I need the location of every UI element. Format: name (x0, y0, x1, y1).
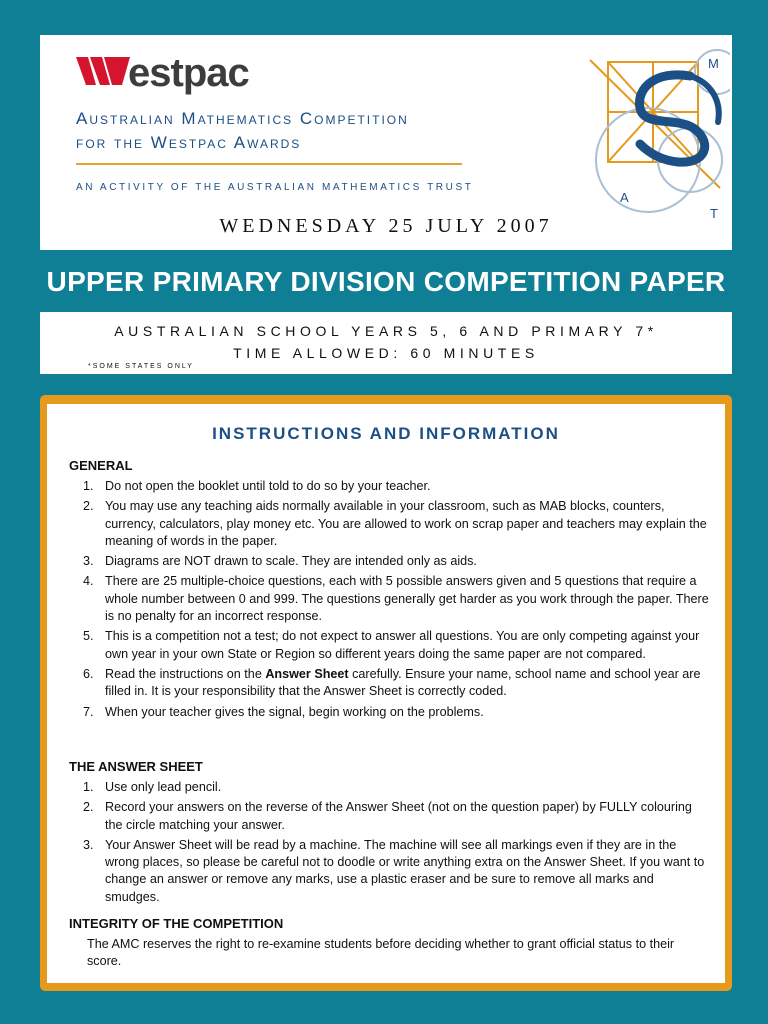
general-section (69, 458, 709, 724)
list-item (69, 799, 709, 834)
item-text: Diagrams are NOT drawn to scale. They are intended only as aids. (105, 554, 477, 569)
item-text: When your teacher gives the signal, begin working on the problems. (105, 704, 484, 719)
item-text: Use only lead pencil. (105, 780, 222, 794)
divider (76, 163, 462, 165)
list-item (69, 498, 709, 550)
division-title-band (40, 252, 732, 312)
item-text-pre: Read the instructions on the (105, 666, 266, 681)
answer-sheet-heading: THE ANSWER SHEET (69, 759, 203, 774)
integrity-section (69, 916, 709, 971)
instructions-title: INSTRUCTIONS AND INFORMATION (212, 424, 560, 443)
amt-logo-icon (560, 40, 730, 220)
item-text: You may use any teaching aids normally available in your classroom, such as MAB blocks, counters, currency, calculators, play money etc. You are allowed to work on scrap paper and teachers may explain the meaning of words in the paper. (105, 499, 707, 548)
amt-letter-m: M (708, 56, 719, 71)
school-years: AUSTRALIAN SCHOOL YEARS 5, 6 AND PRIMARY 7* (114, 323, 658, 339)
amt-letter-t: T (710, 206, 718, 220)
westpac-w-icon (74, 55, 134, 89)
item-text: There are 25 multiple-choice questions, each with 5 possible answers given and 5 questions that require a whole number between 0 and 999. The questions generally get harder as you work through the paper. There is no penalty for an incorrect response. (105, 574, 709, 624)
instructions-panel (47, 404, 725, 983)
instructions-box (40, 395, 732, 991)
item-number: 1. (83, 479, 94, 493)
item-number: 7. (83, 704, 94, 719)
exam-date: WEDNESDAY 25 JULY 2007 (219, 215, 553, 237)
competition-subtitle: for the Westpac Awards (76, 133, 302, 152)
item-text-post: carefully. Ensure your name, school name and school year are filled in. It is your responsibility that the Answer Sheet is correctly coded. (105, 666, 701, 699)
list-item (69, 573, 709, 625)
trust-line: AN ACTIVITY OF THE AUSTRALIAN MATHEMATICS TRUST (76, 182, 474, 193)
item-number: 5. (83, 629, 94, 644)
competition-name: Australian Mathematics Competition (76, 109, 409, 128)
item-text: Do not open the booklet until told to do so by your teacher. (105, 479, 431, 493)
list-item (69, 628, 709, 663)
division-title: UPPER PRIMARY DIVISION COMPETITION PAPER (46, 266, 726, 297)
list-item (69, 837, 709, 906)
header-panel (40, 35, 732, 250)
general-list (69, 478, 709, 721)
item-number: 2. (83, 800, 94, 815)
item-number: 3. (83, 837, 94, 852)
list-item (69, 666, 709, 701)
westpac-logo (74, 53, 314, 97)
item-text: Record your answers on the reverse of the Answer Sheet (not on the question paper) by FULLY colouring the circle matching your answer. (105, 800, 692, 832)
westpac-wordmark: estpac (128, 51, 249, 95)
answer-sheet-section (69, 759, 709, 909)
list-item (69, 704, 709, 721)
list-item (69, 553, 709, 570)
list-item (69, 478, 709, 495)
item-number: 3. (83, 554, 94, 569)
integrity-heading: INTEGRITY OF THE COMPETITION (69, 916, 284, 931)
answer-sheet-emphasis: Answer Sheet (265, 666, 349, 681)
list-item (69, 779, 709, 796)
answer-sheet-list (69, 779, 709, 906)
item-text: This is a competition not a test; do not expect to answer all questions. You are only competing against your own year in your own State or Region so different years doing the same paper are not compared. (105, 629, 700, 661)
time-allowed: TIME ALLOWED: 60 MINUTES (233, 345, 539, 361)
item-number: 6. (83, 666, 94, 681)
general-heading: GENERAL (69, 458, 133, 473)
item-number: 4. (83, 574, 94, 589)
item-text: Your Answer Sheet will be read by a machine. The machine will see all markings even if they are in the wrong places, so please be careful not to doodle or write anything extra on the Answer Sheet. If you want to change an answer or remove any marks, use a plastic eraser and be sure to remove all marks and smudges. (105, 837, 705, 904)
amt-letter-a: A (620, 190, 629, 205)
integrity-text: The AMC reserves the right to re-examine students before deciding whether to grant official status to their score. (87, 937, 675, 969)
years-panel (40, 312, 732, 374)
item-number: 1. (83, 780, 94, 794)
item-number: 2. (83, 499, 94, 514)
footnote: *SOME STATES ONLY (88, 363, 194, 370)
